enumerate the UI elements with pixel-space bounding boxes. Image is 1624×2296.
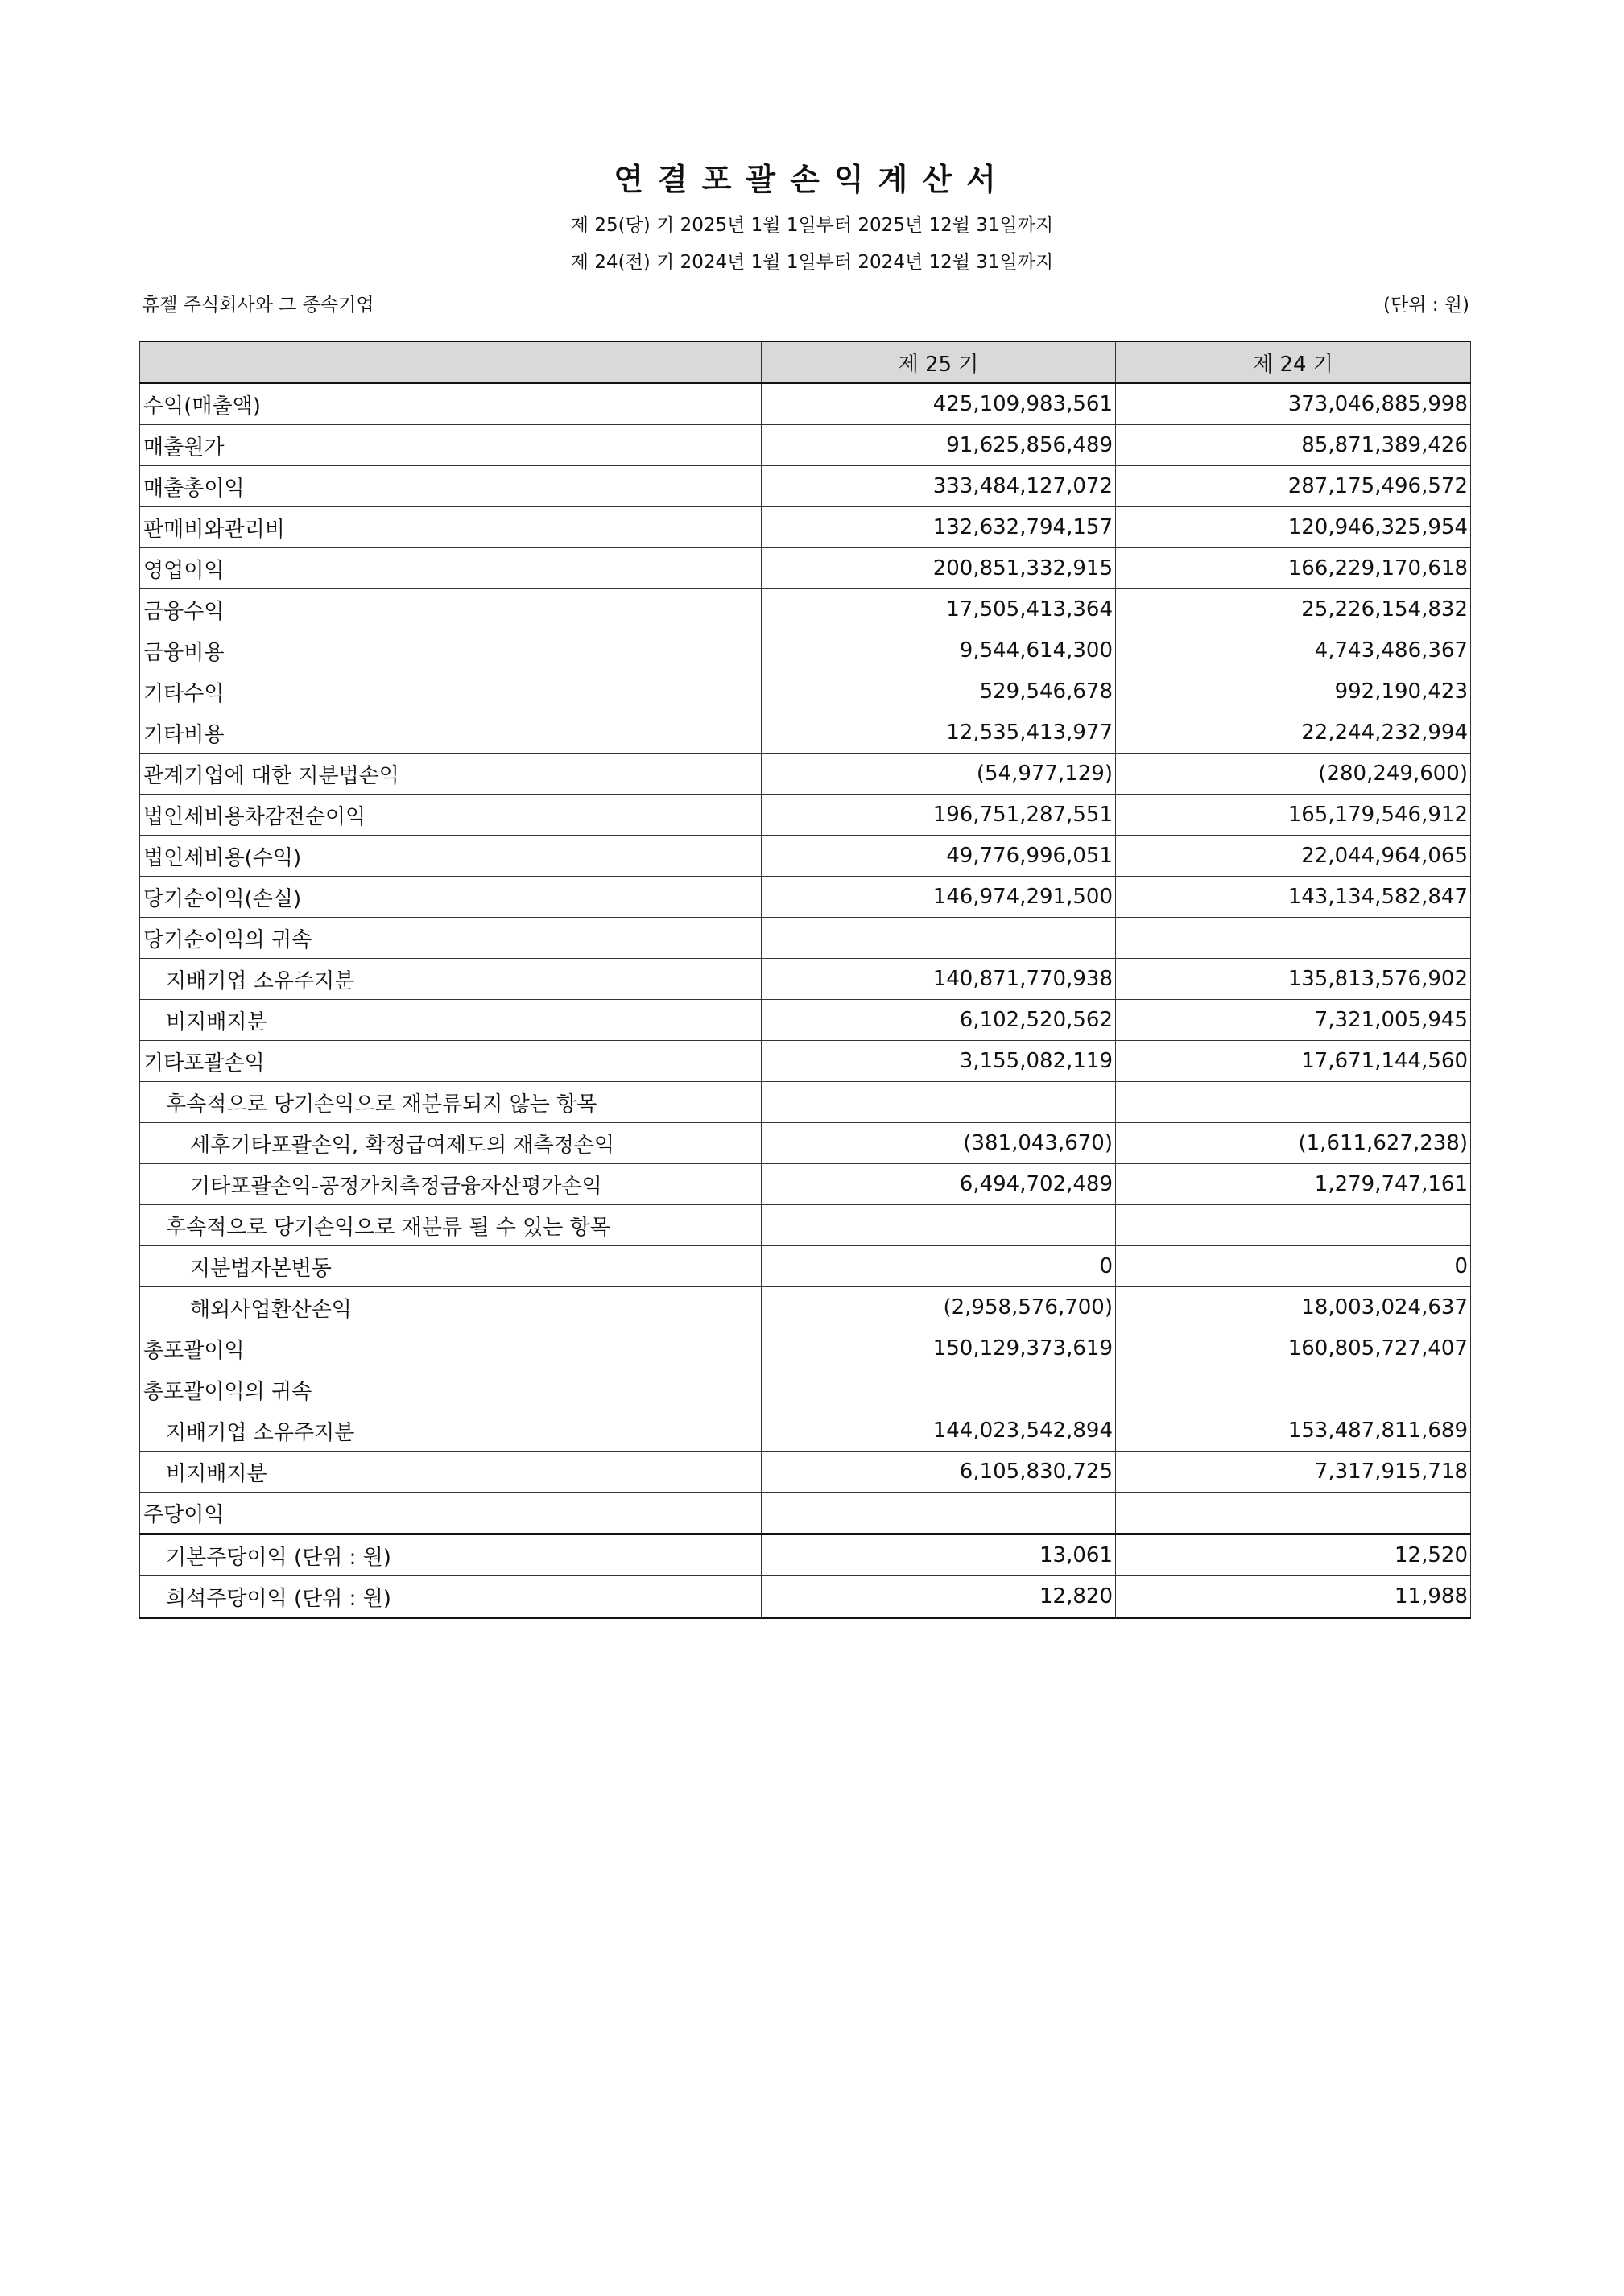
- value-current: 12,535,413,977: [762, 712, 1116, 754]
- period-prior: 제 24(전) 기 2024년 1월 1일부터 2024년 12월 31일까지: [570, 252, 1054, 273]
- value-prior: (1,611,627,238): [1116, 1123, 1471, 1164]
- value-prior: 7,321,005,945: [1116, 1000, 1471, 1041]
- value-prior: 22,044,964,065: [1116, 836, 1471, 877]
- table-row: [140, 1493, 1471, 1534]
- row-label: 총포괄이익의 귀속: [140, 1369, 762, 1410]
- value-current: [762, 1082, 1116, 1123]
- table-row: [140, 1041, 1471, 1082]
- value-current: (54,977,129): [762, 754, 1116, 795]
- row-label: 기타포괄손익: [140, 1041, 762, 1082]
- value-current: 49,776,996,051: [762, 836, 1116, 877]
- table-row: [140, 836, 1471, 877]
- table-row: [140, 1369, 1471, 1410]
- value-prior: 992,190,423: [1116, 671, 1471, 712]
- value-prior: 4,743,486,367: [1116, 630, 1471, 671]
- value-current: 529,546,678: [762, 671, 1116, 712]
- table-row: [140, 1123, 1471, 1164]
- value-prior: 143,134,582,847: [1116, 877, 1471, 918]
- value-prior: 11,988: [1116, 1576, 1471, 1618]
- table-row: [140, 383, 1471, 425]
- value-prior: [1116, 1493, 1471, 1534]
- value-current: 6,494,702,489: [762, 1164, 1116, 1205]
- value-current: 196,751,287,551: [762, 795, 1116, 836]
- row-label: 주당이익: [140, 1493, 762, 1534]
- statement-title: 연결포괄손익계산서: [614, 162, 1010, 197]
- row-label: 관계기업에 대한 지분법손익: [140, 754, 762, 795]
- table-row: [140, 1287, 1471, 1328]
- header-prior-period: 제 24 기: [1116, 341, 1471, 383]
- table-row: [140, 1164, 1471, 1205]
- row-label: 기타비용: [140, 712, 762, 754]
- value-current: [762, 918, 1116, 959]
- value-prior: 17,671,144,560: [1116, 1041, 1471, 1082]
- row-label: 기타포괄손익-공정가치측정금융자산평가손익: [140, 1164, 762, 1205]
- value-prior: 22,244,232,994: [1116, 712, 1471, 754]
- row-label: 비지배지분: [140, 1000, 762, 1041]
- value-prior: 120,946,325,954: [1116, 507, 1471, 548]
- value-current: 6,102,520,562: [762, 1000, 1116, 1041]
- value-current: 0: [762, 1246, 1116, 1287]
- row-label: 법인세비용(수익): [140, 836, 762, 877]
- value-prior: 373,046,885,998: [1116, 383, 1471, 425]
- company-name: 휴젤 주식회사와 그 종속기업: [142, 295, 374, 316]
- value-prior: 135,813,576,902: [1116, 959, 1471, 1000]
- value-prior: 166,229,170,618: [1116, 548, 1471, 589]
- row-label: 금융수익: [140, 589, 762, 630]
- row-label: 당기순이익의 귀속: [140, 918, 762, 959]
- table-row: [140, 466, 1471, 507]
- table-row: [140, 1410, 1471, 1452]
- table-row: [140, 877, 1471, 918]
- period-current: 제 25(당) 기 2025년 1월 1일부터 2025년 12월 31일까지: [570, 215, 1054, 236]
- value-prior: 1,279,747,161: [1116, 1164, 1471, 1205]
- table-row: [140, 1205, 1471, 1246]
- table-row: [140, 1534, 1471, 1576]
- value-current: 6,105,830,725: [762, 1452, 1116, 1493]
- table-header-row: [140, 341, 1471, 383]
- value-current: 13,061: [762, 1534, 1116, 1576]
- value-prior: 0: [1116, 1246, 1471, 1287]
- value-current: 144,023,542,894: [762, 1410, 1116, 1452]
- value-prior: [1116, 1205, 1471, 1246]
- table-row: [140, 1328, 1471, 1369]
- row-label: 당기순이익(손실): [140, 877, 762, 918]
- row-label: 수익(매출액): [140, 383, 762, 425]
- value-current: 9,544,614,300: [762, 630, 1116, 671]
- table-row: [140, 1576, 1471, 1618]
- value-current: 17,505,413,364: [762, 589, 1116, 630]
- table-row: [140, 959, 1471, 1000]
- row-label: 총포괄이익: [140, 1328, 762, 1369]
- table-row: [140, 671, 1471, 712]
- row-label: 해외사업환산손익: [140, 1287, 762, 1328]
- row-label: 세후기타포괄손익, 확정급여제도의 재측정손익: [140, 1123, 762, 1164]
- value-current: 12,820: [762, 1576, 1116, 1618]
- row-label: 기본주당이익 (단위 : 원): [140, 1534, 762, 1576]
- value-prior: 165,179,546,912: [1116, 795, 1471, 836]
- value-prior: [1116, 918, 1471, 959]
- value-current: (2,958,576,700): [762, 1287, 1116, 1328]
- row-label: 법인세비용차감전순이익: [140, 795, 762, 836]
- value-current: [762, 1205, 1116, 1246]
- row-label: 매출총이익: [140, 466, 762, 507]
- row-label: 후속적으로 당기손익으로 재분류되지 않는 항목: [140, 1082, 762, 1123]
- header-current-period: 제 25 기: [762, 341, 1116, 383]
- table-row: [140, 712, 1471, 754]
- row-label: 지분법자본변동: [140, 1246, 762, 1287]
- value-prior: 160,805,727,407: [1116, 1328, 1471, 1369]
- table-row: [140, 507, 1471, 548]
- income-statement-table: [139, 341, 1471, 1619]
- value-current: [762, 1493, 1116, 1534]
- value-prior: [1116, 1082, 1471, 1123]
- value-prior: 25,226,154,832: [1116, 589, 1471, 630]
- value-current: 132,632,794,157: [762, 507, 1116, 548]
- value-prior: 85,871,389,426: [1116, 425, 1471, 466]
- value-current: 140,871,770,938: [762, 959, 1116, 1000]
- value-current: [762, 1369, 1116, 1410]
- table-row: [140, 1452, 1471, 1493]
- row-label: 매출원가: [140, 425, 762, 466]
- table-row: [140, 795, 1471, 836]
- value-current: 333,484,127,072: [762, 466, 1116, 507]
- table-row: [140, 1082, 1471, 1123]
- row-label: 희석주당이익 (단위 : 원): [140, 1576, 762, 1618]
- table-row: [140, 548, 1471, 589]
- row-label: 지배기업 소유주지분: [140, 1410, 762, 1452]
- table-row: [140, 754, 1471, 795]
- row-label: 기타수익: [140, 671, 762, 712]
- value-prior: 12,520: [1116, 1534, 1471, 1576]
- value-prior: [1116, 1369, 1471, 1410]
- table-row: [140, 425, 1471, 466]
- value-current: 3,155,082,119: [762, 1041, 1116, 1082]
- value-prior: 287,175,496,572: [1116, 466, 1471, 507]
- row-label: 비지배지분: [140, 1452, 762, 1493]
- value-prior: 7,317,915,718: [1116, 1452, 1471, 1493]
- value-current: 91,625,856,489: [762, 425, 1116, 466]
- value-current: 425,109,983,561: [762, 383, 1116, 425]
- value-current: 200,851,332,915: [762, 548, 1116, 589]
- value-prior: 153,487,811,689: [1116, 1410, 1471, 1452]
- value-current: (381,043,670): [762, 1123, 1116, 1164]
- table-row: [140, 589, 1471, 630]
- table-row: [140, 630, 1471, 671]
- row-label: 영업이익: [140, 548, 762, 589]
- table-row: [140, 1246, 1471, 1287]
- value-current: 146,974,291,500: [762, 877, 1116, 918]
- table-row: [140, 918, 1471, 959]
- value-prior: 18,003,024,637: [1116, 1287, 1471, 1328]
- value-current: 150,129,373,619: [762, 1328, 1116, 1369]
- table-row: [140, 1000, 1471, 1041]
- row-label: 후속적으로 당기손익으로 재분류 될 수 있는 항목: [140, 1205, 762, 1246]
- row-label: 금융비용: [140, 630, 762, 671]
- header-label-col: [140, 341, 762, 383]
- row-label: 지배기업 소유주지분: [140, 959, 762, 1000]
- unit-label: (단위 : 원): [1383, 295, 1469, 316]
- row-label: 판매비와관리비: [140, 507, 762, 548]
- value-prior: (280,249,600): [1116, 754, 1471, 795]
